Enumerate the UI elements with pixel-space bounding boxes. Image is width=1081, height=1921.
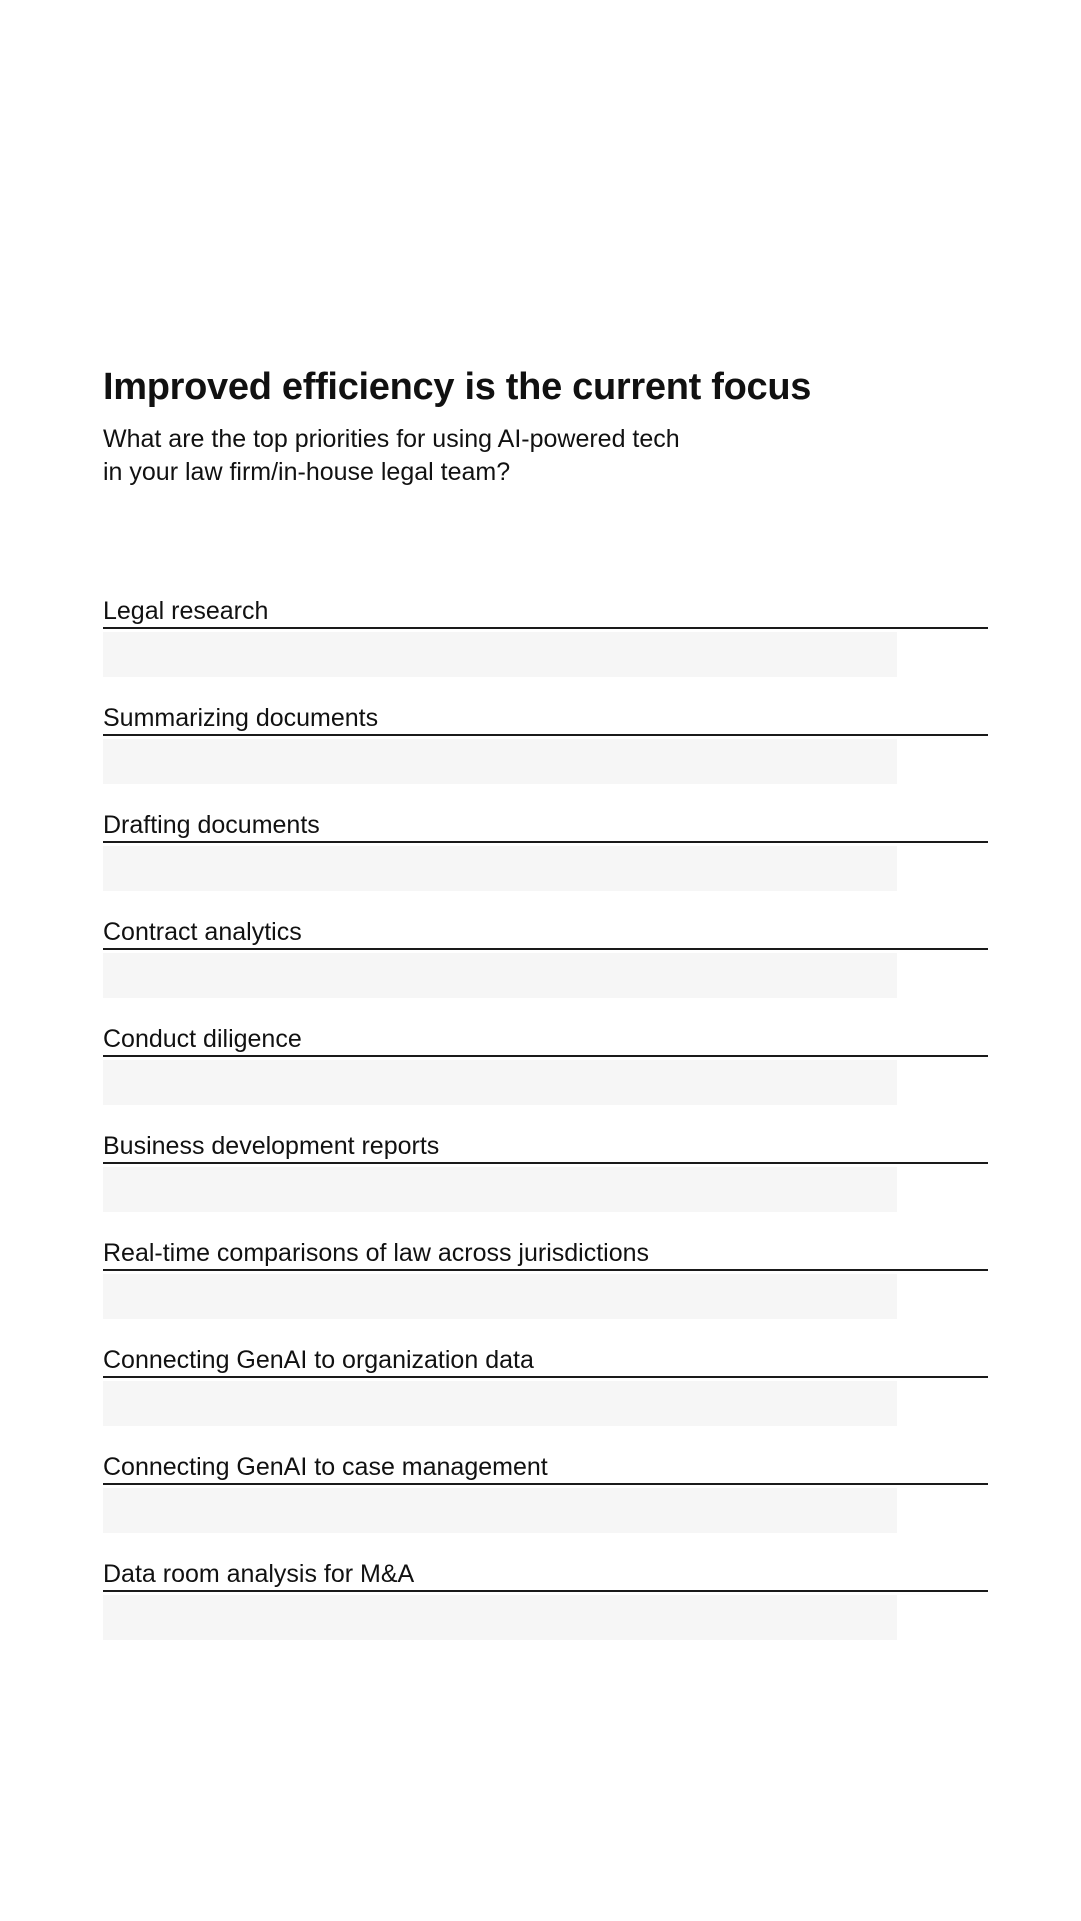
row-divider [103,1162,988,1164]
bar-track [103,1595,897,1640]
chart-title: Improved efficiency is the current focus [103,366,812,408]
bar-track [103,1167,897,1212]
row-divider [103,1376,988,1378]
bar-label: Conduct diligence [103,1025,302,1053]
bar-row [103,809,988,916]
bar-track [103,1488,897,1533]
bar-row [103,702,988,809]
bar-track [103,953,897,998]
bar-label: Data room analysis for M&A [103,1560,415,1588]
row-divider [103,1269,988,1271]
bar-row [103,1451,988,1558]
bar-row [103,916,988,1023]
bar-row [103,1237,988,1344]
row-divider [103,841,988,843]
bar-label: Summarizing documents [103,704,379,732]
bar-row [103,1130,988,1237]
bar-label: Business development reports [103,1132,440,1160]
chart-header [103,363,993,489]
bar-list [103,595,988,1665]
row-divider [103,1483,988,1485]
chart-subtitle: What are the top priorities for using AI-powered tech in your law firm/in-house legal team? [103,425,680,486]
bar-track [103,1274,897,1319]
bar-row [103,1023,988,1130]
bar-track [103,1060,897,1105]
row-divider [103,734,988,736]
bar-label: Connecting GenAI to case management [103,1453,548,1481]
bar-row [103,1558,988,1665]
bar-row [103,595,988,702]
row-divider [103,948,988,950]
bar-label: Drafting documents [103,811,320,839]
row-divider [103,1590,988,1592]
bar-label: Legal research [103,597,269,625]
bar-label: Real-time comparisons of law across jurisdictions [103,1239,650,1267]
bar-track [103,632,897,677]
bar-track [103,846,897,891]
bar-row [103,1344,988,1451]
bar-track [103,1381,897,1426]
bar-label: Contract analytics [103,918,302,946]
row-divider [103,627,988,629]
row-divider [103,1055,988,1057]
bar-label: Connecting GenAI to organization data [103,1346,534,1374]
bar-track [103,739,897,784]
